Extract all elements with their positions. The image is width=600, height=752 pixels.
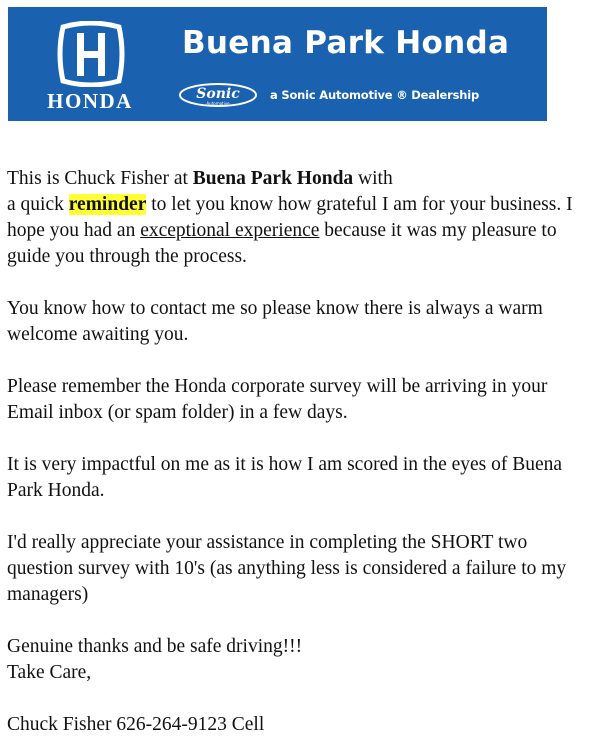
dealer-name: Buena Park Honda — [182, 25, 510, 61]
honda-wordmark: HONDA — [47, 89, 133, 113]
email-body — [7, 166, 593, 738]
honda-h-icon — [53, 21, 129, 87]
sonic-affiliation — [178, 79, 479, 111]
signature: Chuck Fisher 626-264-9123 Cell — [7, 714, 265, 735]
closing-take-care: Take Care, — [7, 662, 92, 683]
intro-end: because it was my pleasure to guide you through the process. — [7, 220, 557, 267]
underlined-experience: exceptional experience — [140, 220, 320, 241]
dealer-tagline: a Sonic Automotive ® Dealership — [270, 88, 480, 102]
gratitude-text: to let you know how grateful I am for your business. I hope you had an — [7, 194, 573, 241]
paragraph-impact: It is very impactful on me as it is how I am scored in the eyes of Buena Park Honda. — [7, 454, 563, 501]
sonic-logo-subtext: Automotive — [206, 101, 230, 106]
dealer-banner — [8, 7, 547, 121]
paragraph-survey-notice: Please remember the Honda corporate survey will be arriving in your Email inbox (or spam folder) in a few days. — [7, 376, 548, 423]
sonic-logo-text: Sonic — [196, 86, 240, 102]
intro-with: with — [353, 168, 393, 189]
intro-quick: a quick — [7, 194, 69, 215]
dealer-mention: Buena Park Honda — [192, 168, 354, 189]
closing-thanks: Genuine thanks and be safe driving!!! — [7, 636, 303, 657]
paragraph-survey-request: I'd really appreciate your assistance in completing the SHORT two question survey with 10's (as anything less is considered a failure to my managers) — [7, 532, 567, 605]
paragraph-intro — [7, 166, 593, 270]
sonic-logo-icon — [178, 82, 264, 108]
intro-text: This is Chuck Fisher at — [7, 168, 193, 189]
highlighted-reminder: reminder — [68, 194, 147, 215]
honda-logo — [20, 21, 160, 111]
paragraph-contact: You know how to contact me so please know there is always a warm welcome awaiting you. — [7, 298, 543, 345]
